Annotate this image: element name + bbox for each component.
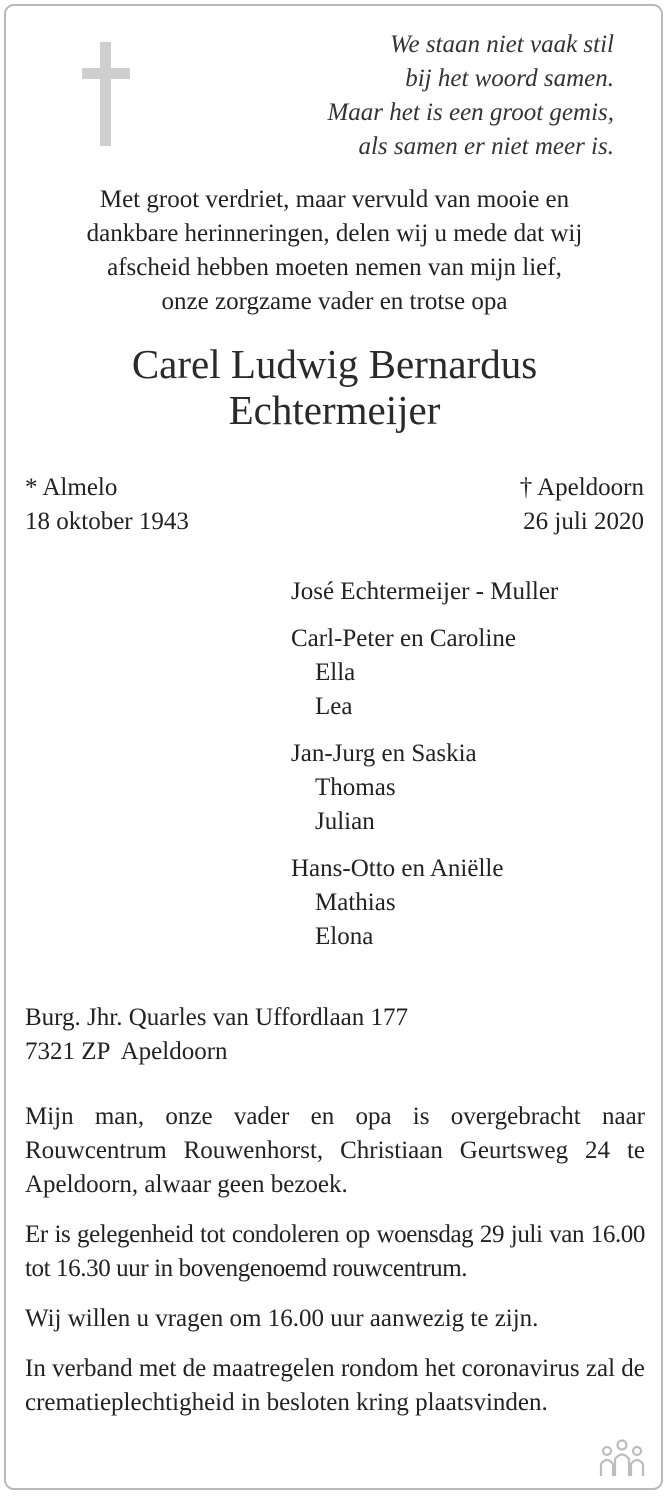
address-street: Burg. Jhr. Quarles van Uffordlaan 177 (25, 1004, 409, 1031)
family-child: Thomas (315, 774, 396, 801)
family-child: Julian (315, 808, 375, 835)
death-info (520, 471, 644, 539)
intro-line: Met groot verdriet, maar vervuld van mooie en (99, 186, 570, 213)
poem-line: Maar het is een groot gemis, (327, 99, 614, 126)
people-logo-icon (597, 1438, 647, 1478)
family-parents: Hans-Otto en Aniëlle (291, 855, 504, 882)
deceased-name-line1: Carel Ludwig Bernardus (131, 341, 538, 387)
intro-line: afscheid hebben moeten nemen van mijn lief, (107, 254, 562, 281)
deceased-name (0, 341, 669, 433)
spouse: José Echtermeijer - Muller (291, 578, 559, 605)
address-city: 7321 ZP Apeldoorn (25, 1038, 228, 1065)
note-paragraph: In verband met de maatregelen rondom het coronavirus zal de crematieplechtigheid in besloten kring plaatsvinden. (25, 1355, 645, 1416)
birth-info (25, 471, 189, 539)
family-child: Lea (315, 693, 353, 720)
family-parents: Carl-Peter en Caroline (291, 625, 516, 652)
intro-line: dankbare herinneringen, delen wij u mede dat wij (86, 220, 583, 247)
family-list (291, 575, 558, 967)
poem-line: bij het woord samen. (405, 65, 614, 92)
death-place: † Apeldoorn (519, 474, 644, 501)
note-paragraph: Wij willen u vragen om 16.00 uur aanwezig te zijn. (25, 1305, 539, 1332)
family-group (291, 622, 558, 724)
intro-line: onze zorgzame vader en trotse opa (161, 288, 508, 315)
family-child: Mathias (315, 889, 396, 916)
note-paragraph: Mijn man, onze vader en opa is overgebracht naar Rouwcentrum Rouwenhorst, Christiaan Geurtsweg 24 te Apeldoorn, alwaar geen bezoek. (25, 1103, 645, 1198)
funeral-notes (25, 1100, 645, 1436)
birth-date: 18 oktober 1943 (25, 508, 189, 535)
birth-place: * Almelo (25, 474, 118, 501)
family-child: Elona (315, 923, 374, 950)
family-child: Ella (315, 659, 356, 686)
poem-line: als samen er niet meer is. (358, 133, 614, 160)
family-group (291, 852, 558, 954)
family-parents: Jan-Jurg en Saskia (291, 740, 477, 767)
intro-text (0, 183, 669, 319)
poem (327, 28, 614, 164)
poem-line: We staan niet vaak stil (389, 31, 614, 58)
deceased-name-line2: Echtermeijer (228, 387, 441, 433)
cross-icon (82, 42, 130, 146)
note-paragraph: Er is gelegenheid tot condoleren op woensdag 29 juli van 16.00 tot 16.30 uur in bovengenoemd rouwcentrum. (25, 1221, 645, 1282)
correspondence-address (25, 1001, 408, 1069)
family-group (291, 737, 558, 839)
death-date: 26 juli 2020 (523, 508, 644, 535)
